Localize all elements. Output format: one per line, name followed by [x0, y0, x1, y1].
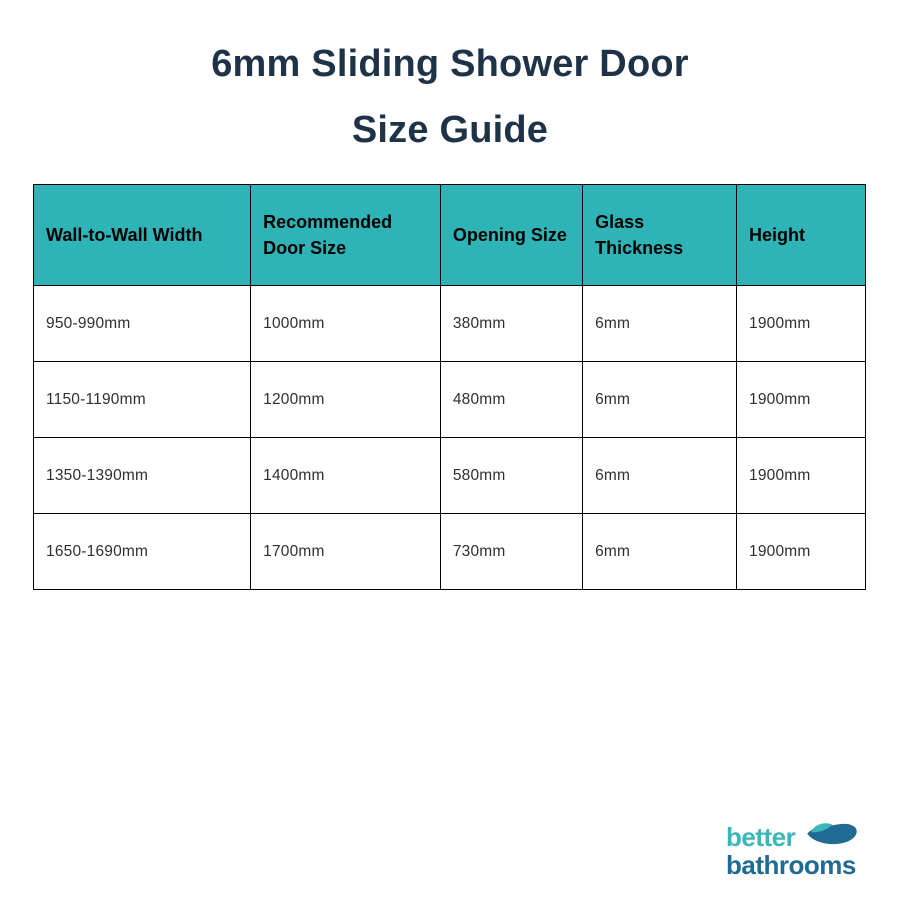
size-guide-table-container [33, 184, 866, 590]
table-cell: 1200mm [251, 362, 441, 438]
table-cell: 1700mm [251, 514, 441, 590]
table-cell: 580mm [440, 438, 582, 514]
table-row [34, 362, 866, 438]
table-cell: 1900mm [737, 438, 866, 514]
column-header: Opening Size [440, 185, 582, 286]
column-header: Recommended Door Size [251, 185, 441, 286]
table-cell: 1400mm [251, 438, 441, 514]
table-cell: 1900mm [737, 286, 866, 362]
table-body [34, 286, 866, 590]
table-cell: 6mm [583, 514, 737, 590]
column-header: Glass Thickness [583, 185, 737, 286]
table-row [34, 438, 866, 514]
table-cell: 1350-1390mm [34, 438, 251, 514]
page-title-line1: 6mm Sliding Shower Door [211, 43, 689, 85]
logo-top-row [726, 817, 886, 850]
table-cell: 1900mm [737, 362, 866, 438]
wave-icon [800, 817, 864, 849]
column-header: Height [737, 185, 866, 286]
table-cell: 380mm [440, 286, 582, 362]
table-cell: 1650-1690mm [34, 514, 251, 590]
table-cell: 6mm [583, 286, 737, 362]
table-row [34, 514, 866, 590]
page-title [0, 44, 900, 152]
table-row [34, 286, 866, 362]
table-cell: 1150-1190mm [34, 362, 251, 438]
table-cell: 730mm [440, 514, 582, 590]
table-cell: 950-990mm [34, 286, 251, 362]
logo-word-bathrooms: bathrooms [726, 850, 856, 880]
table-cell: 1900mm [737, 514, 866, 590]
size-guide-table [33, 184, 866, 590]
table-cell: 6mm [583, 438, 737, 514]
better-bathrooms-logo [726, 817, 886, 878]
table-cell: 480mm [440, 362, 582, 438]
logo-word-better: better [726, 822, 796, 852]
table-cell: 1000mm [251, 286, 441, 362]
table-cell: 6mm [583, 362, 737, 438]
header-row [34, 185, 866, 286]
column-header: Wall-to-Wall Width [34, 185, 251, 286]
page-title-line2: Size Guide [351, 108, 549, 151]
